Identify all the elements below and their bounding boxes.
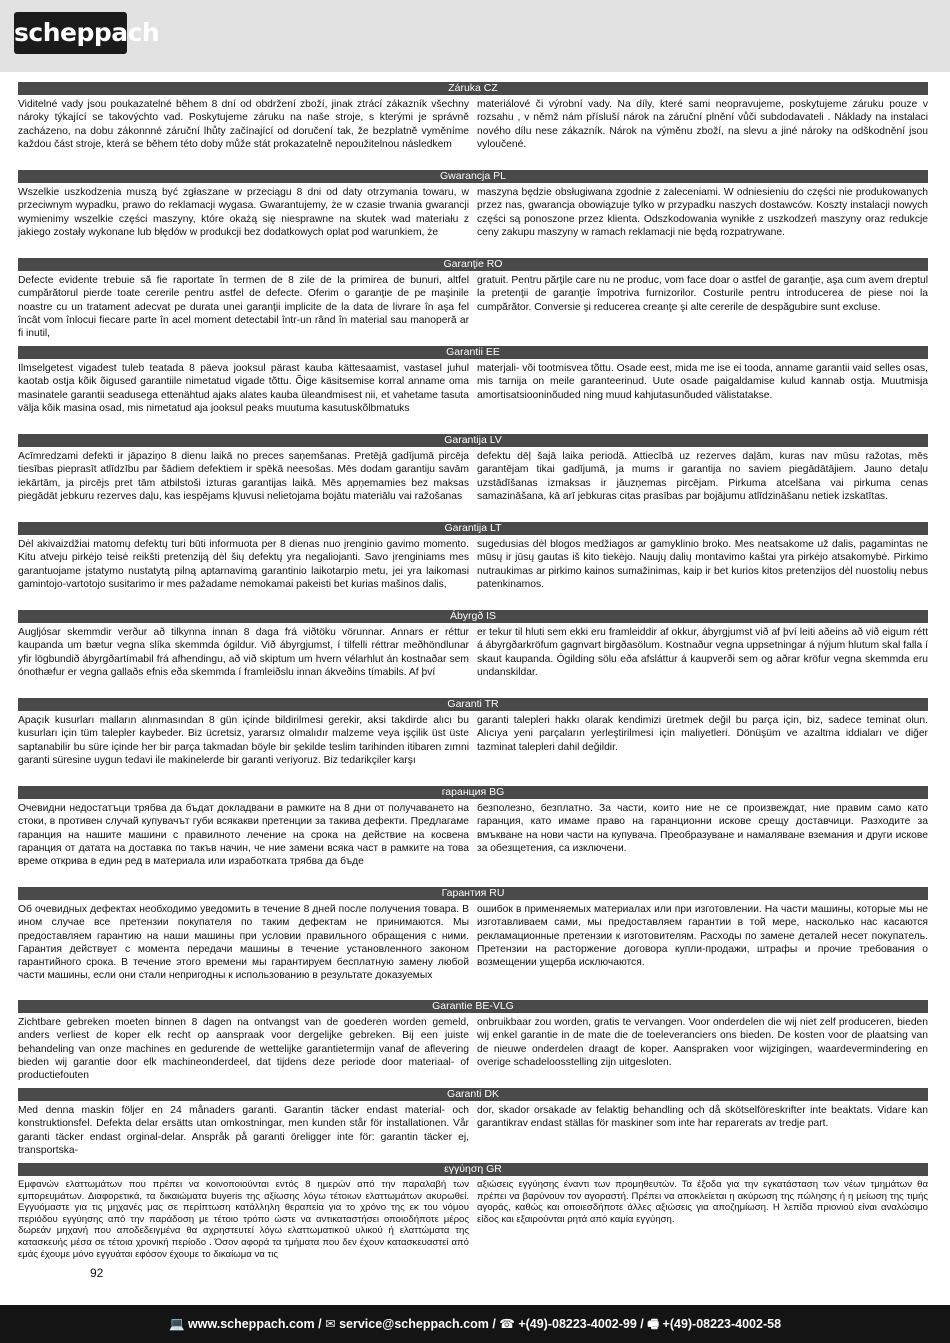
section-ee <box>18 346 928 431</box>
section-bg <box>18 786 928 884</box>
section-ro <box>18 258 928 343</box>
section-title: εγγύηση GR <box>18 1163 928 1176</box>
section-text-right: gratuit. Pentru părţile care nu ne produc, vom face doar o astfel de garanţie, aşa cum avem dreptul la pretenţii de garanţie împotriva furnizorilor. Costurile pentru introducerea de piese noi la cumpărător. Conversie şi reducerea creanţe şi alte cererile de despăgubire sunt excluse. <box>477 275 928 313</box>
section-gr <box>18 1163 928 1275</box>
phone-number: +(49)-08223-4002-99 <box>518 1317 637 1331</box>
section-title: Záruka CZ <box>18 82 928 95</box>
section-text-left: Zichtbare gebreken moeten binnen 8 dagen na ontvangst van de goederen worden gemeld, anders verliest de koper elk recht op aanspraak voor dergelijke gebreken. Bij een juiste behandeling van onze machines en gedurende de wettelijke garantietermijn vanaf de aflevering bieden wij garantie door elk machineonderdeel, dat tijdens deze periode door materiaal- of productiefouten <box>18 1017 469 1082</box>
section-text-right: er tekur til hluti sem ekki eru framleiddir af okkur, ábyrgjumst við af því leiti aðeins að við eigum rétt á ábyrgðarkröfum gagnvart birgðasölum. Kostnaður vegna uppsetningar á nýjum hlutum skal falla í skaut kaupanda. Ógilding sölu eða afsláttur á kaupverði sem og aðrar kröfur vegna skemmda eru undanskildar. <box>477 627 928 678</box>
section-text-right: безполезно, безплатно. За части, които ние не се произвеждат, ние правим само като гаранция, като имаме право на гаранционни искове срещу доставчици. Разходите за вмъкване на нови части на купувача. Преобразуване и намаляване вземания и други искове за обезщетения, са изключени. <box>477 803 928 854</box>
warranty-sections <box>18 82 928 1278</box>
scheppach-logo: scheppach <box>14 12 127 54</box>
section-text-left: Εμφανών ελαττωμάτων που πρέπει να κοινοποιούνται εντός 8 ημερών από την παραλαβή των εμπορευμάτων. Διαφορετικά, τα δικαιώματα buyeris της αξίωσης λόγω τέτοιων ελαττωμάτων ακυρωθεί. Εγγυόμαστε για τις μηχανές μας σε περίπτωση κατάλληλη θεραπεία για το χρόνο της εκ του νόμου περιόδου εγγύησης από την παράδοση με τέτοιο τρόπο ώστε να αντικαταστήσει οποιοδήποτε μέρος δωρεάν μηχανή που αποδεδειγμένα θα αχρηστευτεί λόγω ελαττωματικού υλικού ή ελαττώματα της κατασκευής μέσα σε τέτοια χρονική περίοδο . Όσον αφορά τα τμήματα που δεν έχουν κατασκευαστεί από εμάς έχουμε μόνο εγγυάται εφόσον έχουμε το δικαίωμα να τις <box>18 1179 469 1260</box>
section-title: Garanti DK <box>18 1088 928 1101</box>
section-text-right: defektu dēļ šajā laika periodā. Attiecībā uz rezerves daļām, kuras nav mūsu ražotas, mēs garantējam tikai gadījumā, ja mums ir garantija no saviem piegādātājiem. Jauno detaļu uzstādīšanas izmaksas ir jāuzņemas pircējam. Pirkuma atcelšana vai pirkuma cenas samazināšana, kā arī jebkuras citas prasības par bojājumu atlīdzināšanu netiek izskatītas. <box>477 451 928 502</box>
section-text-left: Ilmselgetest vigadest tuleb teatada 8 päeva jooksul pärast kauba kättesaamist, vastasel juhul kaotab ostja kõik õigused garantiile nimetatud vigade tõttu. Õige käsitsemise korral anname oma masinatele garantii seadusega ettenähtud ajaks alates kauba üleandmisest nii, et vahetame tasuta välja kõik masina osad, mis nimetatud aja jooksul peaks muutuma kasutuskõlbmatuks <box>18 363 469 414</box>
section-title: Ábyrgð IS <box>18 610 928 623</box>
section-dk <box>18 1088 928 1160</box>
section-title: Gwarancja PL <box>18 170 928 183</box>
footer-bar: 💻 www.scheppach.com / ✉ service@scheppach.com / ☎ +(49)-08223-4002-99 / 🖷 +(49)-08223-4002-58 <box>0 1305 950 1343</box>
section-text-right: ошибок в применяемых материалах или при изготовлении. На части машины, которые мы не изготавливаем сами, мы предоставляем гарантии в той мере, насколько нас касаются рекламационные претензии к изготовителям. Расходы по замене деталей несет покупатель. Претензии на расторжение договора купли-продажи, штрафы и прочие требования о возмещении ущерба исключаются. <box>477 904 928 969</box>
section-text-right: garanti talepleri hakkı olarak kendimizi üretmek değil bu parça için, biz, sadece teminat olun. Alıcıya yeni parçaların yerleştirilmesi için maliyetleri. Dönüşüm ve azaltma iddiaları ve diğer tazminat talepleri dahil değildir. <box>477 715 928 753</box>
section-title: Гарантия RU <box>18 887 928 900</box>
section-title: гаранция BG <box>18 786 928 799</box>
section-be-vlg <box>18 1000 928 1085</box>
section-is <box>18 610 928 695</box>
section-cz <box>18 82 928 167</box>
section-text-right: sugedusias dėl blogos medžiagos ar gamyklinio broko. Mes neatsakome už dalis, pagamintas ne mūsų ir jūsų gautas iš kito tiekėjo. Naujų dalių montavimo kaštai yra pirkėjo atsakomybė. Pirkimo nutraukimas ar pirkimo kainos sumažinimas, kaip ir bet kurios kitos pretenzijos dėl nuostolių nebus patenkinamos. <box>477 539 928 590</box>
section-text-left: Dėl akivaizdžiai matomų defektų turi būti informuota per 8 dienas nuo įrenginio gavimo momento. Kitu atveju pirkėjo teisė reikšti pretenziją dėl šių defektų yra negaliojanti. Savo įrenginiams mes garantuojame įstatymo nustatytą pilną aptarnavimą garantinio laikotarpio metu, jei yra laikomasi gamintojo-vartotojo susitarimo ir mes pažadame nemokamai pakeisti bet kurias mašinos dalis, <box>18 539 469 590</box>
section-title: Garantii EE <box>18 346 928 359</box>
section-text-left: Defecte evidente trebuie să fie raportate în termen de 8 zile de la primirea de bunuri, altfel cumpărătorul pierde toate cererile pentru astfel de defecte. Oferim o garanţie de pe maşinile noastre cu un tratament adecvat pe durata unei garanţii implicite de la data de livrare în aşa fel încât vom înlocui fiecare parte în acel moment detectabil într-un rând în material sau manoperă ar fi inutil, <box>18 275 469 340</box>
section-lt <box>18 522 928 607</box>
section-title: Garantija LT <box>18 522 928 535</box>
section-text-left: Apaçık kusurları malların alınmasından 8 gün içinde bildirilmesi gerekir, aksi takdirde alıcı bu kusurları için tüm talepler kaybeder. Biz ücretsiz, yararsız olmalıdır malzeme veya işçilik üst üste saptanabilir bu süre içinde her bir parça takmadan böyle bir şekilde teslim tarihinden itibaren zımni garanti süresine uygun tedavi ile makinelerde bir garanti veriyoruz. Biz tedarikçiler karşı <box>18 715 469 766</box>
section-title: Garantie BE-VLG <box>18 1000 928 1013</box>
section-title: Garanti TR <box>18 698 928 711</box>
website-link[interactable]: www.scheppach.com <box>188 1317 315 1331</box>
fax-number: +(49)-08223-4002-58 <box>662 1317 782 1331</box>
page-number: 92 <box>90 1266 104 1280</box>
section-text-left: Augljósar skemmdir verður að tilkynna innan 8 daga frá viðtöku vörunnar. Annars er réttur kaupanda um bætur vegna slíka skemmda ógildur. Við ábyrgjumst, í tilfelli réttrar meðhöndlunar yfir lögbundið ábyrgðartímabil frá afhendingu, að við skiptum um hvern vélarhlut án kostnaðar sem ónothæfur er vegna gallaðs efnis eða skemmda í framleiðslu innan ákveðins tímabils. Af því <box>18 627 469 678</box>
email-link[interactable]: service@scheppach.com <box>339 1317 489 1331</box>
section-lv <box>18 434 928 519</box>
phone-icon: ☎ <box>499 1317 519 1331</box>
section-text-right: materjali- või tootmisvea tõttu. Osade eest, mida me ise ei tooda, anname garantii vaid selles osas, mis tarnija on meile garanteerinud. Uute osade paigaldamise kulud kannab ostja. Muutmisja amortisatsiooninõuded ning muud kahjutasunõuded välistatakse. <box>477 363 928 401</box>
section-tr <box>18 698 928 783</box>
section-pl <box>18 170 928 255</box>
section-text-right: dor, skador orsakade av felaktig behandling och då skötselföreskrifter inte beaktats. Vidare kan garantikrav endast ställas för maskiner som inte har reparerats av tredje part. <box>477 1105 928 1130</box>
section-text-left: Viditelné vady jsou poukazatelné během 8 dní od obdržení zboží, jinak ztrácí zákazník všechny nároky týkající se takovýchto vad. Poskytujeme záruku na naše stroje, s kterými je správně zacházeno, na dobu zákonnné záruční lhůty začínající od doručení tak, že bezplatně vyměníme každou část stroje, která se během této doby může stát prokazatelně nepoužitelnou následkem <box>18 99 469 150</box>
email-icon: ✉ <box>325 1317 340 1331</box>
section-text-left: Об очевидных дефектах необходимо уведомить в течение 8 дней после получения товара. В ином случае все претензии покупателя по таким дефектам не принимаются. Мы предоставляем гарантию на наши машины при условии правильного обращения с ними. Гарантия действует с момента передачи машины в течение установленного законом гарантийного срока. В течение этого времени мы гарантируем бесплатную замену любой части машины, если они стали непригодны к использованию в результате доказуемых <box>18 904 469 982</box>
section-title: Garantija LV <box>18 434 928 447</box>
computer-icon: 💻 <box>168 1317 189 1331</box>
header-bar <box>0 0 950 72</box>
section-title: Garanţie RO <box>18 258 928 271</box>
section-text-left: Очевидни недостатъци трябва да бъдат докладвани в рамките на 8 дни от получаването на стоки, в противен случай купувачът губи всякакви претенции за такива дефекти. Предлагаме гаранция на нашите машини с правилното лечение на срока на действие на косвена гаранция от датата на доставка по такъв начин, че ние замени всяка част в рамките на това време открива в един ред в материала или изработката трябва да бъде <box>18 803 469 868</box>
fax-icon: 🖷 <box>647 1317 663 1331</box>
section-text-left: Wszelkie uszkodzenia muszą być zgłaszane w przeciągu 8 dni od daty otrzymania towaru, w przeciwnym wypadku, prawo do reklamacji wygasa. Gwarantujemy, że w czasie trwania gwarancji wymienimy wszelkie części maszyny, które okażą się niesprawne na skutek wad materiału z jakiego zostały wykonane lub błędów w produkcji bez dodatkowych oplat pod warunkiem, że <box>18 187 469 238</box>
section-text-left: Med denna maskin följer en 24 månaders garanti. Garantin täcker endast material- och konstruktionsfel. Defekta delar ersätts utan omkostningar, men kunden står för installationen. Vår garanti täcker endast orginal-delar. Anspråk på garanti öreligger inte för: garantin täcker ej, transportska- <box>18 1105 469 1156</box>
section-ru <box>18 887 928 997</box>
section-text-right: αξιώσεις εγγύησης έναντι των προμηθευτών. Τα έξοδα για την εγκατάσταση των νέων τμημάτων θα πρέπει να βαρύνουν τον αγοραστή. Πρέπει να αποκλείεται η ακύρωση της πώλησης ή η μείωση της τιμής αγοράς, καθώς και οποιεσδήποτε άλλες αξιώσεις για αποζημίωση. Η λεπίδα πριονιού είναι αναλώσιμο είδος και εξαιρούνται ρητά από καμία εγγύηση. <box>477 1179 928 1225</box>
section-text-left: Acīmredzami defekti ir jāpaziņo 8 dienu laikā no preces saņemšanas. Pretējā gadījumā pircēja tiesības pieprasīt atlīdzību par šādiem defektiem ir spēkā neesošas. Mēs dodam garantiju savām iekārtām, ja pircējs pret tām atbilstoši izturas garantijas laikā. Mēs apņemamies bez maksas piegādāt jebkuru rezerves daļu, kas iespējams kļuvusi nelietojama bojātu materiālu vai ražošanas <box>18 451 469 502</box>
section-text-right: materiálové či výrobní vady. Na díly, které sami neopravujeme, poskytujeme záruku pouze v rozsahu , v němž nám přísluší nárok na záruční plnění vůči subdodavateli . Náklady na instalaci nového dílu nese zákazník. Nárok na výměnu zboží, na slevu a jiné nároky na odškodnění jsou vyloučené. <box>477 99 928 150</box>
section-text-right: maszyna będzie obsługiwana zgodnie z zaleceniami. W odniesieniu do części nie produkowanych przez nas, gwarancja obowiązuje tylko w przypadku naszych dostawców. Koszty instalacji nowych części są ponoszone przez klienta. Odszkodowania wynikłe z uszkodzeń maszyny oraz redukcje ceny zakupu maszyny w ramach reklamacji nie będą rozpatrywane. <box>477 187 928 238</box>
section-text-right: onbruikbaar zou worden, gratis te vervangen. Voor onderdelen die wij niet zelf produceren, bieden wij enkel garantie in de mate die de toeleveranciers ons bieden. De kosten voor de plaatsing van de nieuwe onderdelen draagt de koper. Aanspraken voor wijzigingen, waardevermindering en overige schadeloosstelling zijn uitgesloten. <box>477 1017 928 1068</box>
